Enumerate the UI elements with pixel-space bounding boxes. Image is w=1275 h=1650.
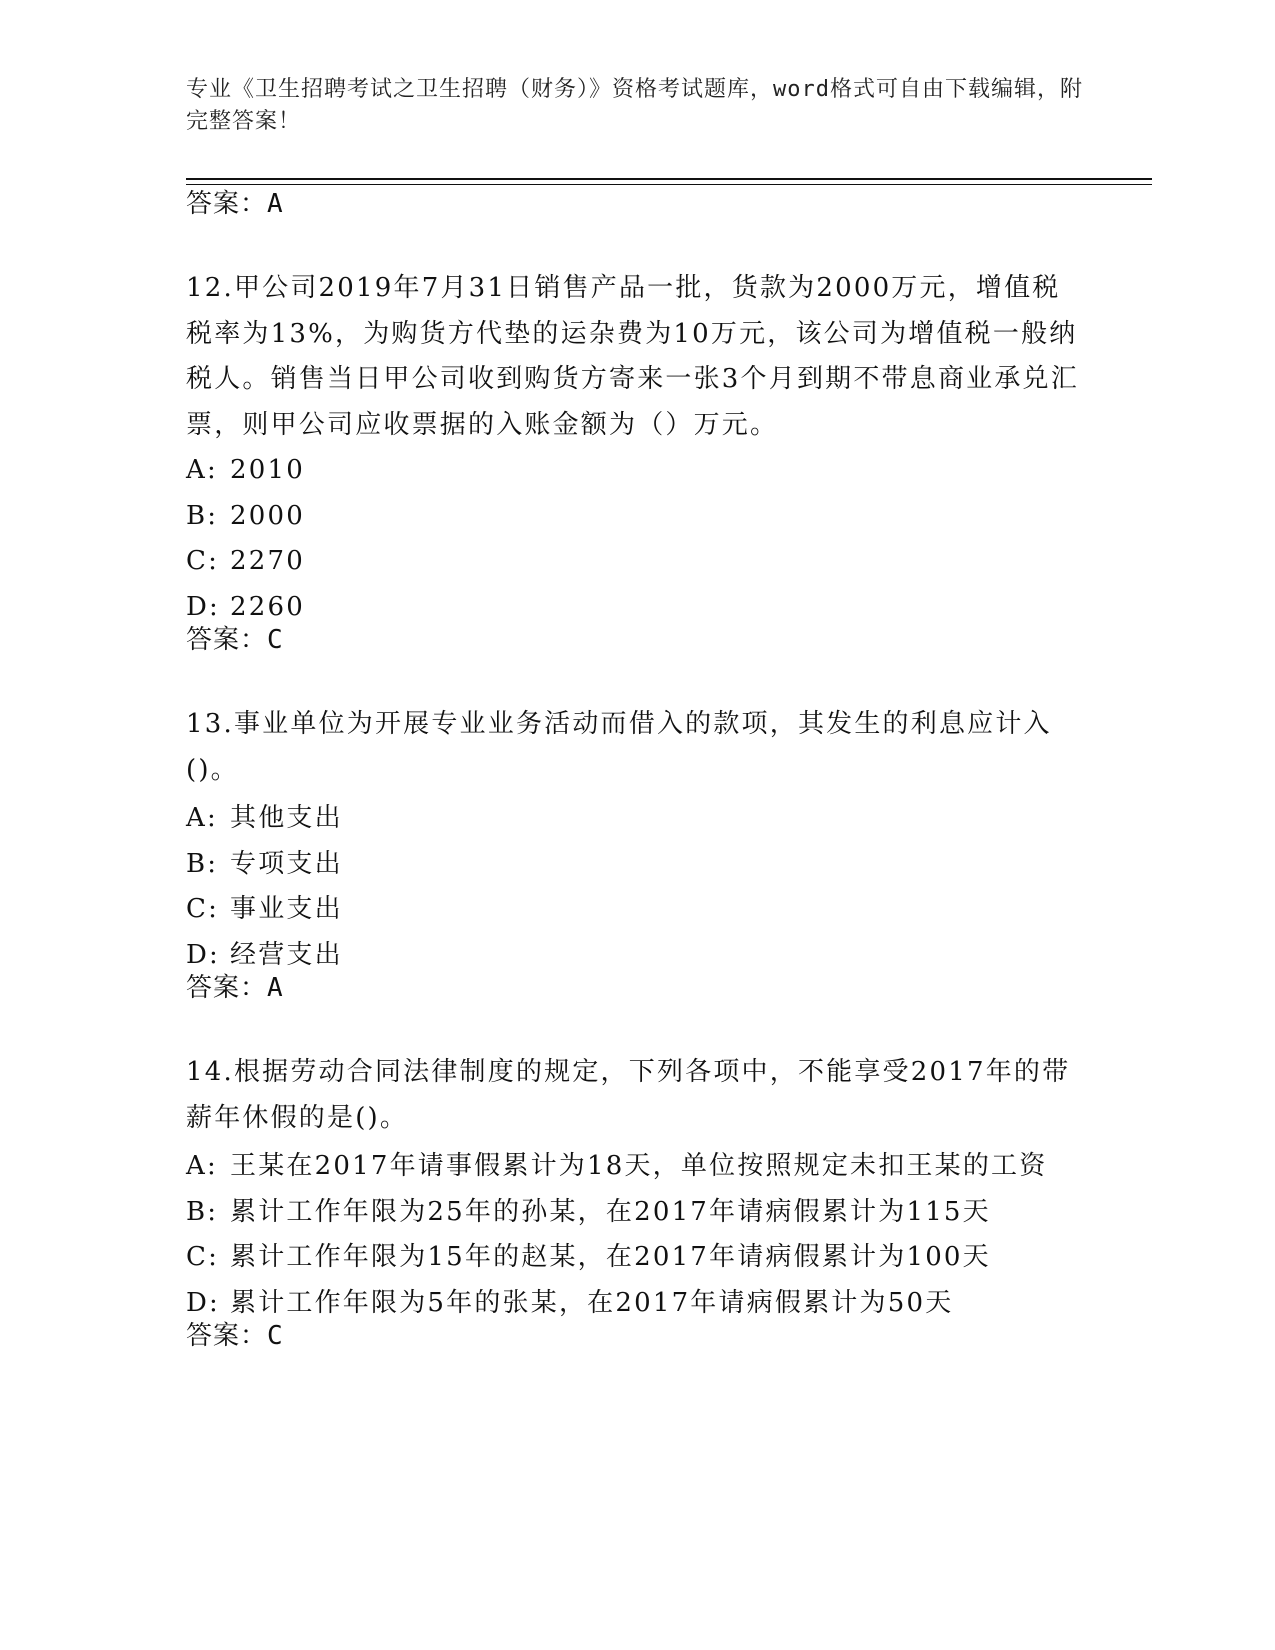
option-text: 累计工作年限为25年的孙某，在2017年请病假累计为115天: [230, 1196, 991, 1227]
question-12-option-d: [186, 585, 1086, 631]
option-text: 2260: [230, 591, 305, 622]
option-key: A:: [186, 1151, 218, 1181]
previous-answer: 答案：A: [186, 189, 284, 219]
option-key: B:: [186, 1196, 219, 1227]
question-13-option-d: [186, 933, 1086, 979]
header-divider: [186, 178, 1152, 180]
question-12-answer: 答案：C: [186, 625, 284, 655]
option-text: 经营支出: [230, 939, 343, 970]
question-13-option-c: [186, 887, 1086, 933]
option-key: A:: [186, 803, 218, 833]
question-13-text: 13.事业单位为开展专业业务活动而借入的款项，其发生的利息应计入()。: [186, 709, 1052, 785]
document-header: 专业《卫生招聘考试之卫生招聘（财务）》资格考试题库，word格式可自由下载编辑，附完整答案！: [186, 77, 1083, 134]
option-text: 事业支出: [230, 894, 343, 924]
question-13-answer: 答案：A: [186, 973, 284, 1003]
option-text: 专项支出: [230, 848, 343, 879]
option-text: 累计工作年限为5年的张某，在2017年请病假累计为50天: [230, 1287, 954, 1318]
option-key: D:: [186, 1287, 221, 1318]
option-key: C:: [186, 546, 220, 576]
question-13-options: [186, 796, 1086, 978]
question-12-text: 12.甲公司2019年7月31日销售产品一批，货款为2000万元，增值税税率为13%，为购货方代垫的运杂费为10万元，该公司为增值税一般纳税人。销售当日甲公司收到购货方寄来一张3个月到期不带息商业承兑汇票，则甲公司应收票据的入账金额为（）万元。: [186, 273, 1079, 440]
question-12-option-b: [186, 494, 1086, 540]
question-14-option-d: [186, 1281, 1086, 1327]
question-13-option-b: [186, 842, 1086, 888]
option-key: C:: [186, 894, 220, 924]
option-key: D:: [186, 939, 221, 970]
question-12-option-a: [186, 448, 1086, 494]
question-14-option-a: [186, 1144, 1086, 1190]
option-text: 2010: [230, 455, 305, 485]
question-14-option-b: [186, 1190, 1086, 1236]
option-text: 累计工作年限为15年的赵某，在2017年请病假累计为100天: [230, 1242, 991, 1272]
question-14-text: 14.根据劳动合同法律制度的规定，下列各项中，不能享受2017年的带薪年休假的是()。: [186, 1057, 1071, 1133]
header-divider-thin: [186, 184, 1152, 185]
question-14-options: [186, 1144, 1086, 1326]
option-key: C:: [186, 1242, 220, 1272]
question-13-option-a: [186, 796, 1086, 842]
option-text: 王某在2017年请事假累计为18天，单位按照规定未扣王某的工资: [230, 1151, 1048, 1181]
option-key: B:: [186, 500, 219, 531]
question-12-options: [186, 448, 1086, 630]
option-text: 2000: [230, 500, 305, 531]
option-key: A:: [186, 455, 218, 485]
question-14-answer: 答案：C: [186, 1321, 284, 1351]
option-text: 其他支出: [230, 803, 343, 833]
option-key: B:: [186, 848, 219, 879]
option-key: D:: [186, 591, 221, 622]
question-14-option-c: [186, 1235, 1086, 1281]
option-text: 2270: [230, 546, 305, 576]
question-12-option-c: [186, 539, 1086, 585]
